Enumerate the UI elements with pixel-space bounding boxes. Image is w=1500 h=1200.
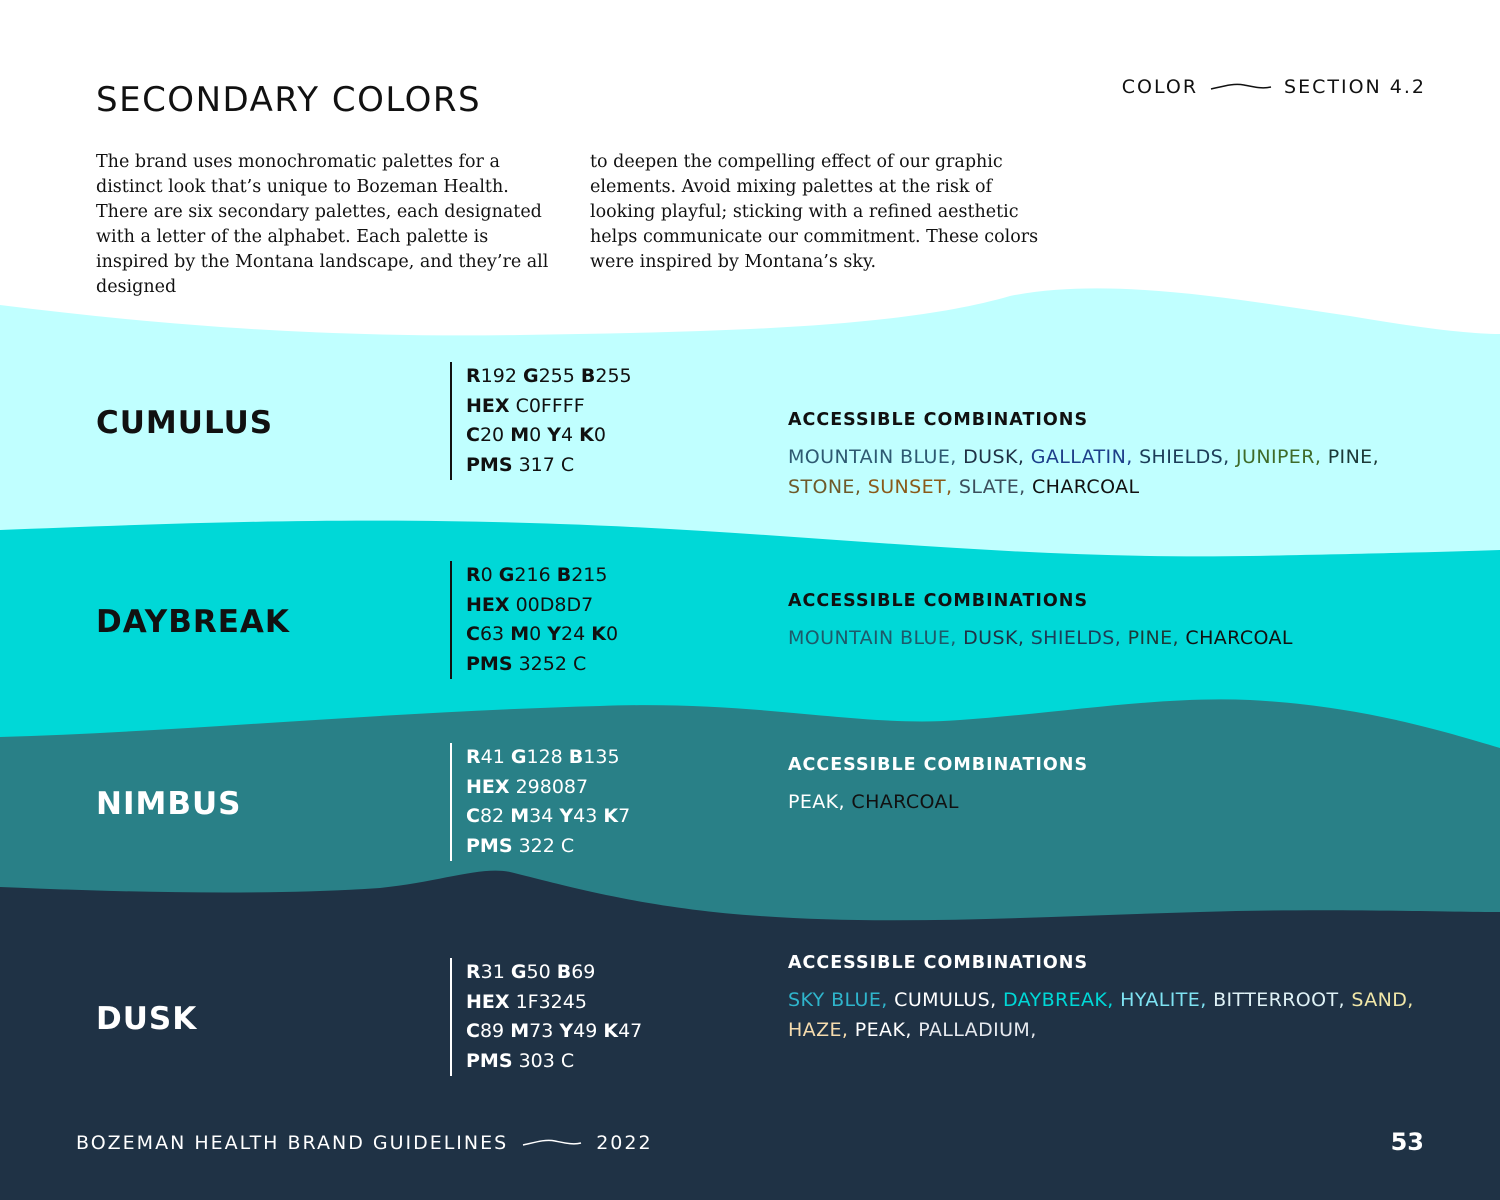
pms-value: PMS 303 C (466, 1049, 575, 1072)
rgb-values: R192 G255 B255 (466, 365, 632, 387)
combinations-heading: ACCESSIBLE COMBINATIONS (788, 591, 1089, 611)
intro-paragraph-right: to deepen the compelling effect of our graphic elements. Avoid mixing palettes at the risk of looking playful; sticking with a refined aesthetic helps communicate our commitment. These colors were inspired by Montana’s sky. (590, 152, 1039, 272)
combination-item: JUNIPER (1236, 446, 1315, 468)
combination-item: SKY BLUE (788, 989, 882, 1011)
color-specs (450, 561, 618, 679)
combination-item: HAZE (788, 1019, 842, 1041)
combination-item: DAYBREAK (1002, 989, 1108, 1011)
footer (76, 1132, 653, 1154)
combination-item: HYALITE (1120, 989, 1201, 1011)
combination-item: CHARCOAL (1185, 627, 1293, 649)
combinations-heading: ACCESSIBLE COMBINATIONS (788, 755, 1089, 775)
palette-name: DUSK (96, 1001, 198, 1037)
palette-name: DAYBREAK (96, 604, 290, 640)
combination-item: BITTERROOT (1213, 989, 1339, 1011)
section-label: COLOR (1121, 76, 1199, 98)
combination-item: DUSK (963, 627, 1018, 649)
combinations-list: PEAK, CHARCOAL (788, 791, 959, 813)
page-title: SECONDARY COLORS (96, 80, 482, 120)
combination-item: SHIELDS (1139, 446, 1224, 468)
intro-paragraph-left: The brand uses monochromatic palettes for a distinct look that’s unique to Bozeman Health. There are six secondary palettes, each designated with a letter of the alphabet. Each palette is inspired by the Montana landscape, and they’re all designed (96, 152, 549, 297)
combination-item: STONE (788, 476, 855, 498)
color-specs (450, 743, 630, 861)
color-specs (450, 362, 632, 480)
combination-item: SUNSET (867, 476, 946, 498)
rgb-values: R0 G216 B215 (466, 564, 608, 586)
footer-title: BOZEMAN HEALTH BRAND GUIDELINES (76, 1132, 509, 1154)
palette-name: CUMULUS (96, 405, 274, 441)
pms-value: PMS 3252 C (466, 652, 587, 675)
cmyk-values: C63 M0 Y24 K0 (466, 623, 619, 645)
combinations-heading: ACCESSIBLE COMBINATIONS (788, 953, 1089, 973)
cmyk-values: C82 M34 Y43 K7 (466, 805, 631, 827)
combination-item: PALLADIUM (918, 1019, 1031, 1041)
combination-item: PINE (1327, 446, 1373, 468)
combinations-list: MOUNTAIN BLUE, DUSK, GALLATIN, SHIELDS, JUNIPER, PINE, STONE, SUNSET, SLATE, CHARCOAL (788, 446, 1380, 498)
accessible-combinations (788, 591, 1428, 653)
rgb-values: R31 G50 B69 (466, 961, 596, 983)
combination-item: SAND (1351, 989, 1408, 1011)
pms-value: PMS 322 C (466, 834, 575, 857)
combination-item: GALLATIN (1030, 446, 1127, 468)
cmyk-values: C20 M0 Y4 K0 (466, 424, 606, 446)
rgb-values: R41 G128 B135 (466, 746, 620, 768)
cmyk-values: C89 M73 Y49 K47 (466, 1020, 643, 1042)
combination-item: CUMULUS (894, 989, 991, 1011)
pms-value: PMS 317 C (466, 453, 575, 476)
palette-name: NIMBUS (96, 786, 242, 822)
combination-item: MOUNTAIN BLUE (788, 627, 951, 649)
color-specs (450, 958, 642, 1076)
combination-item: PINE (1127, 627, 1173, 649)
combination-item: PEAK (854, 1019, 906, 1041)
footer-year: 2022 (596, 1132, 653, 1154)
section-number: SECTION 4.2 (1284, 76, 1426, 98)
combination-item: DUSK (963, 446, 1018, 468)
hex-value: HEX 00D8D7 (466, 593, 594, 616)
wave-divider-icon (1210, 81, 1272, 93)
combinations-list: MOUNTAIN BLUE, DUSK, SHIELDS, PINE, CHARCOAL (788, 627, 1293, 649)
combination-item: SLATE (958, 476, 1020, 498)
combinations-list: SKY BLUE, CUMULUS, DAYBREAK, HYALITE, BITTERROOT, SAND, HAZE, PEAK, PALLADIUM, (788, 989, 1414, 1041)
hex-value: HEX C0FFFF (466, 394, 585, 417)
wave-divider-icon (522, 1137, 582, 1149)
section-indicator (1122, 76, 1426, 98)
combination-item: SHIELDS (1030, 627, 1115, 649)
combination-item: PEAK (788, 791, 839, 813)
accessible-combinations (788, 410, 1428, 502)
combinations-heading: ACCESSIBLE COMBINATIONS (788, 410, 1089, 430)
combination-item: CHARCOAL (1032, 476, 1140, 498)
hex-value: HEX 298087 (466, 775, 589, 798)
accessible-combinations (788, 755, 1428, 817)
page-number: 53 (1390, 1128, 1424, 1156)
combination-item: CHARCOAL (851, 791, 959, 813)
hex-value: HEX 1F3245 (466, 990, 587, 1013)
accessible-combinations (788, 953, 1428, 1045)
combination-item: MOUNTAIN BLUE (788, 446, 951, 468)
